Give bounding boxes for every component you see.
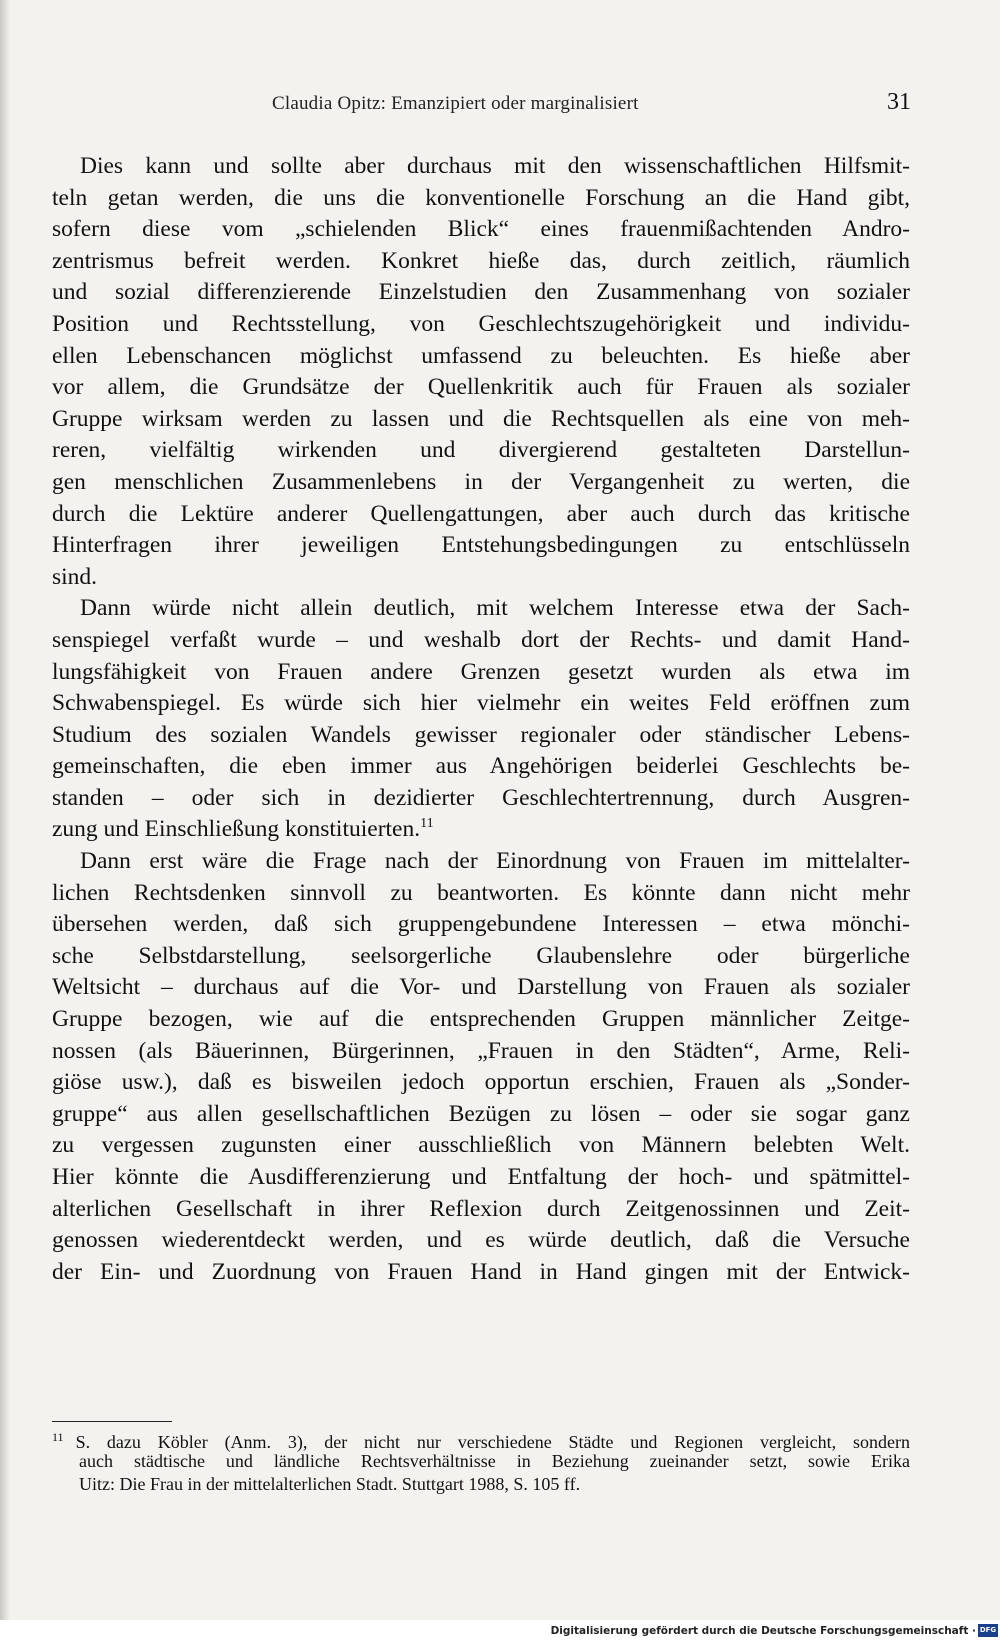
text-line: Gruppe bezogen, wie auf die entsprechenden Gruppen männlicher Zeitge-	[52, 1006, 910, 1033]
running-head: Claudia Opitz: Emanzipiert oder marginalisiert	[272, 93, 639, 114]
text-line: senspiegel verfaßt wurde – und weshalb dort der Rechts- und damit Hand-	[52, 626, 910, 653]
text-line: und sozial differenzierende Einzelstudien den Zusammenhang von sozialer	[52, 279, 910, 306]
text-line: giöse usw.), daß es bisweilen jedoch opportun erschien, Frauen als „Sonder-	[52, 1069, 910, 1096]
text-line: reren, vielfältig wirkenden und divergierend gestalteten Darstellun-	[52, 437, 910, 464]
footnote-text: S. dazu Köbler (Anm. 3), der nicht nur verschiedene Städte und Regionen vergleicht, sondern	[75, 1432, 910, 1452]
text-line: Studium des sozialen Wandels gewisser regionaler oder ständischer Lebens-	[52, 721, 910, 748]
text-line: gemeinschaften, die eben immer aus Angehörigen beiderlei Geschlechts be-	[52, 753, 910, 780]
page-number: 31	[887, 89, 911, 115]
text-line: übersehen werden, daß sich gruppengebundene Interessen – etwa mönchi-	[52, 911, 910, 938]
text-line: standen – oder sich in dezidierter Geschlechtertrennung, durch Ausgren-	[52, 784, 910, 811]
text-line: zu vergessen zugunsten einer ausschließlich von Männern belebten Welt.	[52, 1132, 910, 1159]
text-line: lungsfähigkeit von Frauen andere Grenzen gesetzt wurden als etwa im	[52, 658, 910, 685]
text-line: durch die Lektüre anderer Quellengattungen, aber auch durch das kritische	[52, 500, 910, 527]
text-line: Dann würde nicht allein deutlich, mit welchem Interesse etwa der Sach-	[80, 595, 910, 622]
text-line: sofern diese vom „schielenden Blick“ eines frauenmißachtenden Andro-	[52, 216, 910, 243]
body-text	[52, 151, 910, 1288]
text-line: Weltsicht – durchaus auf die Vor- und Darstellung von Frauen als sozialer	[52, 974, 910, 1001]
footnote-line: auch städtische und ländliche Rechtsverhältnisse in Beziehung zueinander setzt, sowie Erika	[79, 1450, 910, 1471]
dfg-logo-icon: DFG	[978, 1624, 998, 1637]
text-line: sche Selbstdarstellung, seelsorgerliche Glaubenslehre oder bürgerliche	[52, 942, 910, 969]
text-line: nossen (als Bäuerinnen, Bürgerinnen, „Frauen in den Städten“, Arme, Reli-	[52, 1037, 910, 1064]
text-line: lichen Rechtsdenken sinnvoll zu beantworten. Es könnte dann nicht mehr	[52, 879, 910, 906]
text-line: Gruppe wirksam werden zu lassen und die Rechtsquellen als eine von meh-	[52, 405, 910, 432]
digitization-credit: Digitalisierung gefördert durch die Deutsche Forschungsgemeinschaft ·	[550, 1625, 976, 1637]
text-line: Dies kann und sollte aber durchaus mit den wissenschaftlichen Hilfsmit-	[80, 153, 910, 179]
text-line: Hier könnte die Ausdifferenzierung und Entfaltung der hoch- und spätmittel-	[52, 1164, 910, 1190]
text-line: der Ein- und Zuordnung von Frauen Hand in Hand gingen mit der Entwick-	[52, 1258, 910, 1285]
text-line: genossen wiederentdeckt werden, und es würde deutlich, daß die Versuche	[52, 1227, 910, 1254]
text-line: zentrismus befreit werden. Konkret hieße das, durch zeitlich, räumlich	[52, 247, 910, 274]
footnote-divider	[52, 1421, 172, 1422]
text-line: teln getan werden, die uns die konventionelle Forschung an die Hand gibt,	[52, 184, 910, 211]
text-line: Position und Rechtsstellung, von Geschlechtszugehörigkeit und individu-	[52, 310, 910, 337]
text-line: Dann erst wäre die Frage nach der Einordnung von Frauen im mittelalter-	[80, 848, 910, 875]
paragraph-1	[52, 151, 910, 593]
text-line: gen menschlichen Zusammenlebens in der Vergangenheit zu werten, die	[52, 468, 910, 495]
footnote-number: 11	[52, 1430, 64, 1444]
footnote-block	[52, 1426, 910, 1497]
digitization-credit-bar	[0, 1620, 1000, 1645]
text-line: Schwabenspiegel. Es würde sich hier vielmehr ein weites Feld eröffnen zum	[52, 690, 910, 717]
text-line: sind.	[52, 563, 98, 590]
text-line: Hinterfragen ihrer jeweiligen Entstehungsbedingungen zu entschlüsseln	[52, 532, 910, 559]
text-line-content: zung und Einschließung konstituierten.	[52, 816, 421, 843]
text-line	[52, 814, 910, 846]
text-line: ellen Lebenschancen möglichst umfassend zu beleuchten. Es hieße aber	[52, 342, 910, 369]
text-line: gruppe“ aus allen gesellschaftlichen Bezügen zu lösen – oder sie sogar ganz	[52, 1100, 910, 1127]
footnote-line: Uitz: Die Frau in der mittelalterlichen Stadt. Stuttgart 1988, S. 105 ff.	[79, 1474, 581, 1494]
paragraph-3	[52, 846, 910, 1288]
footnote-reference[interactable]: 11	[420, 816, 434, 832]
text-line: vor allem, die Grundsätze der Quellenkritik auch für Frauen als sozialer	[52, 374, 910, 401]
footnote-line	[52, 1426, 910, 1450]
page-gutter-shadow	[0, 0, 10, 1620]
text-line: alterlichen Gesellschaft in ihrer Reflexion durch Zeitgenossinnen und Zeit-	[52, 1195, 910, 1222]
paragraph-2	[52, 593, 910, 846]
